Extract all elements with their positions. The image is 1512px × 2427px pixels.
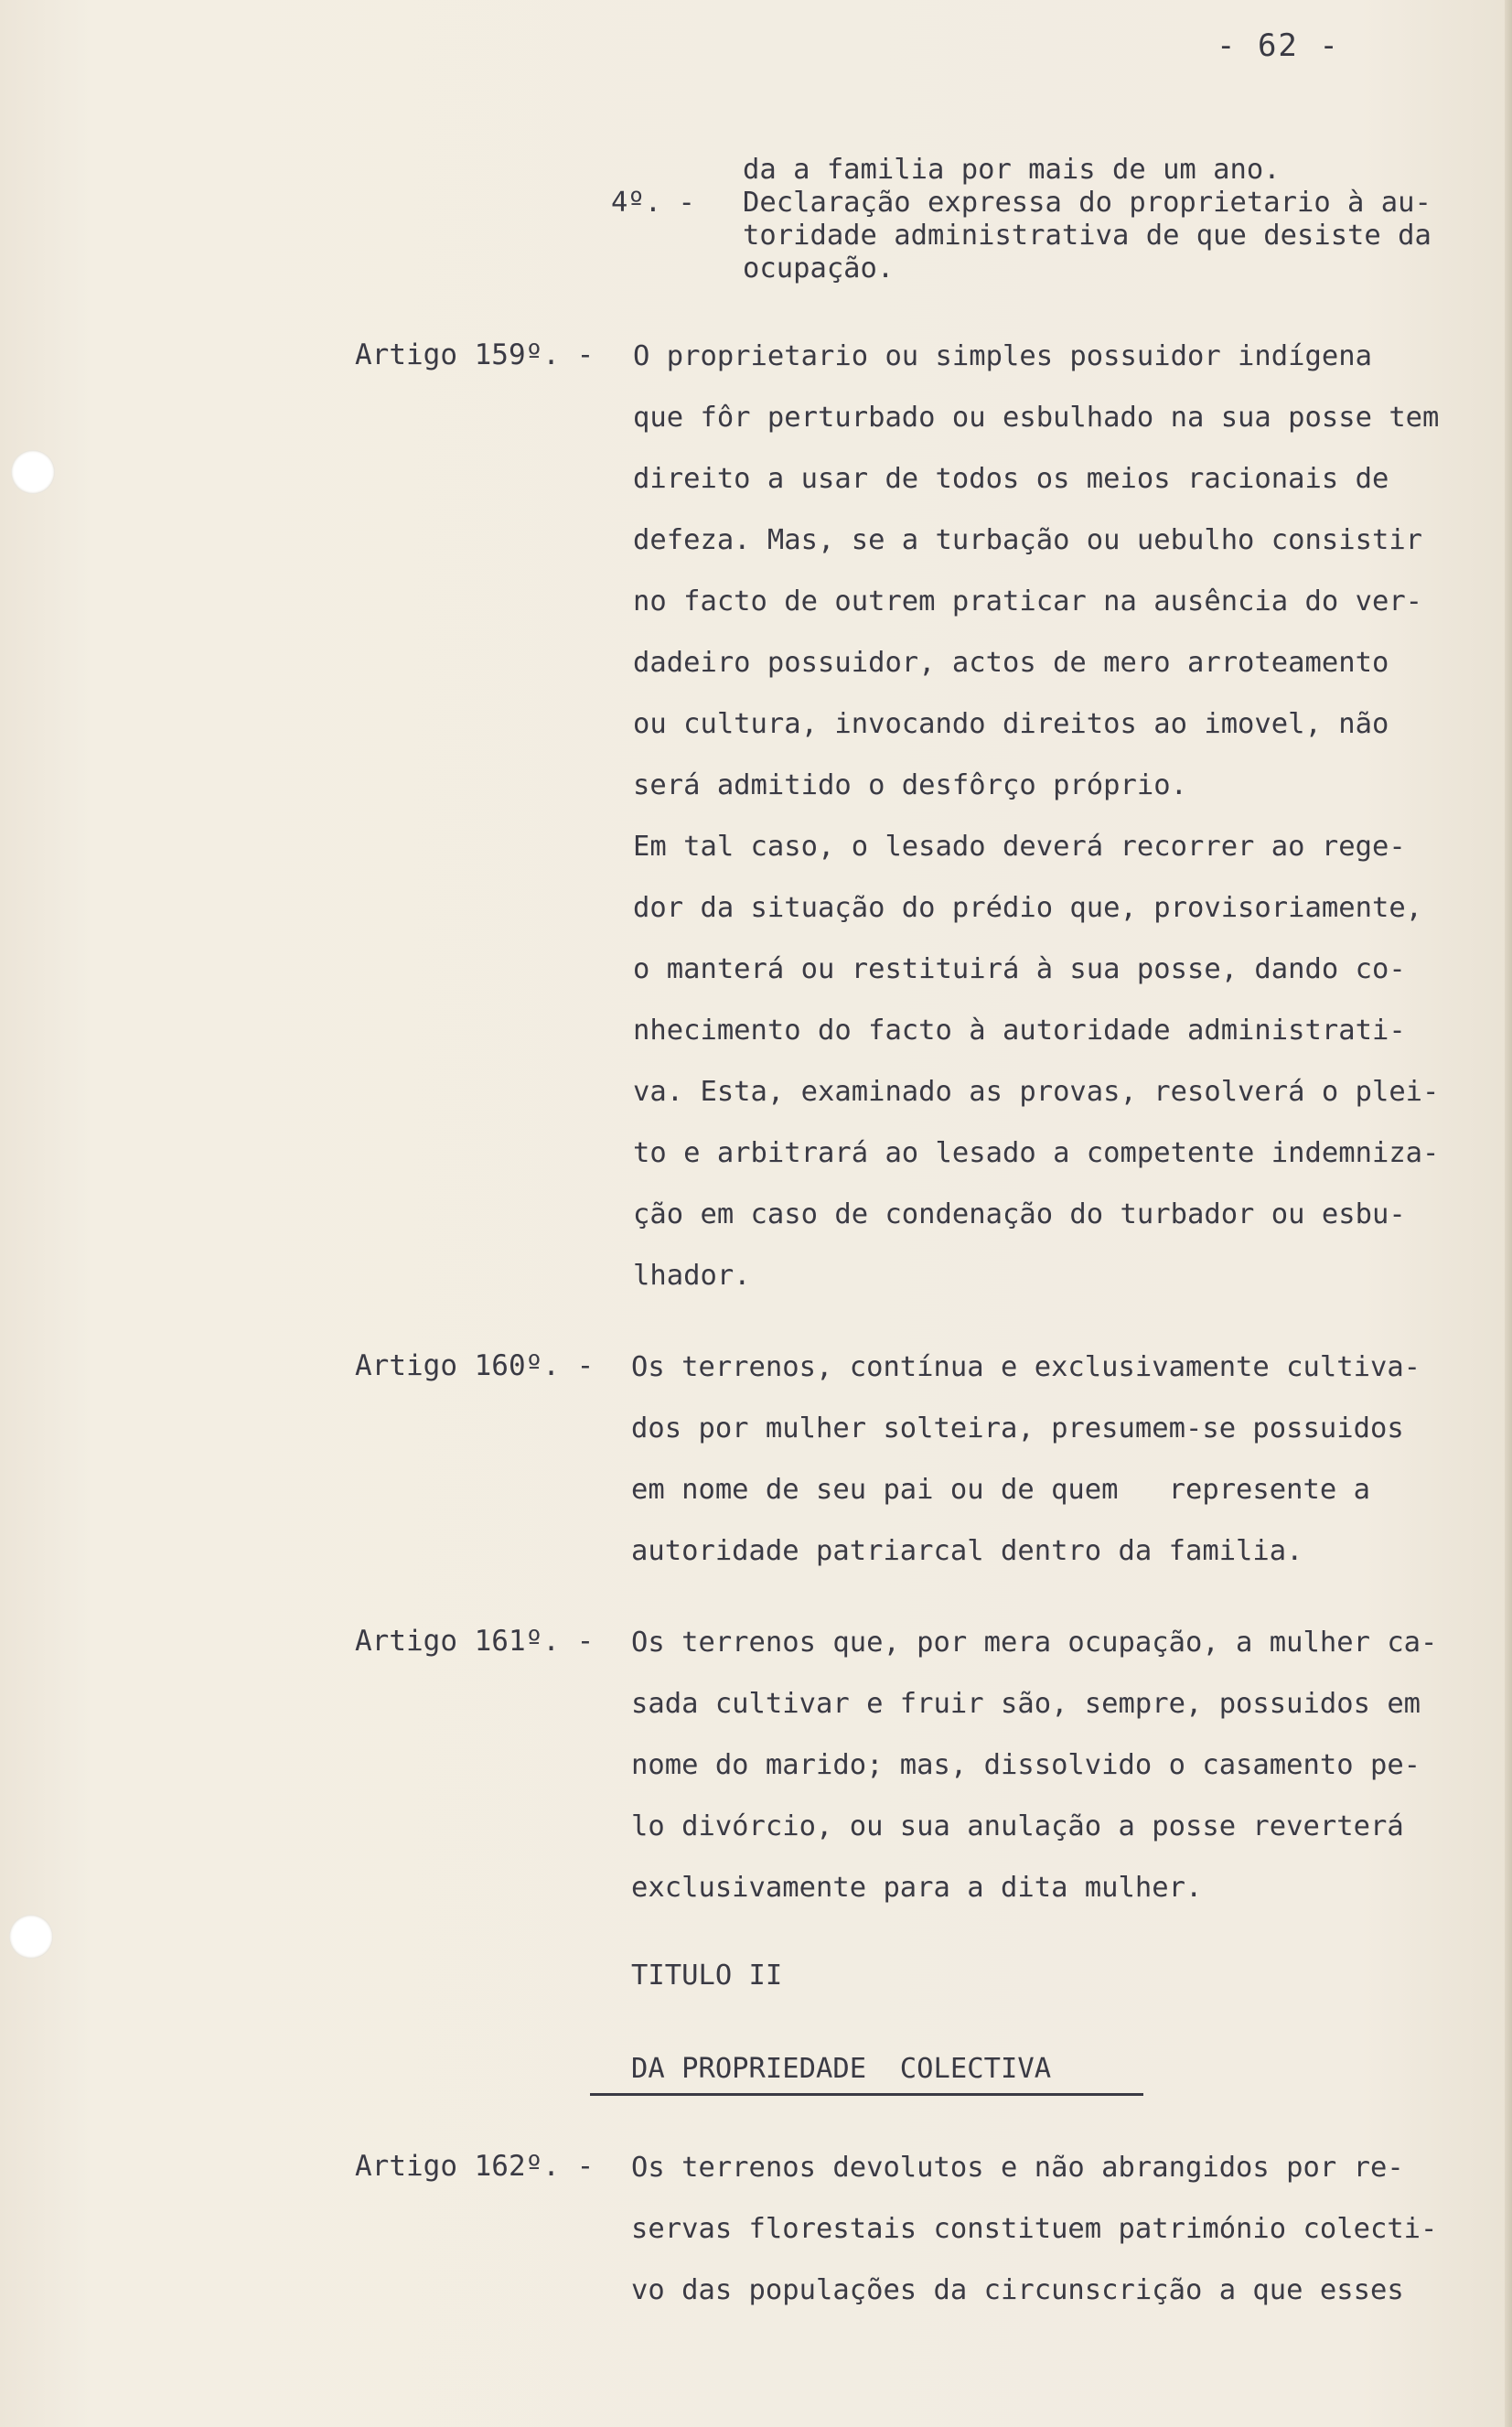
heading-underline — [590, 2093, 1143, 2096]
article-162-line: vo das populações da circunscrição a que esses — [631, 2274, 1404, 2306]
article-159-line: lhador. — [633, 1260, 751, 1292]
binder-hole-top — [11, 450, 55, 494]
page-number: - 62 - — [1217, 27, 1340, 64]
article-161-line: nome do marido; mas, dissolvido o casamento pe- — [631, 1749, 1421, 1781]
article-160-line: Os terrenos, contínua e exclusivamente cultiva- — [631, 1351, 1421, 1383]
article-159-line: defeza. Mas, se a turbação ou uebulho consistir — [633, 524, 1423, 556]
article-161-line: exclusivamente para a dita mulher. — [631, 1872, 1203, 1904]
article-159-line: ção em caso de condenação do turbador ou esbu- — [633, 1198, 1406, 1230]
article-160-line: em nome de seu pai ou de quem represente a — [631, 1474, 1370, 1506]
article-162-line: servas florestais constituem património colecti- — [631, 2213, 1438, 2245]
article-label-160: Artigo 160º. - — [355, 1349, 595, 1382]
item4-line: ocupação. — [743, 252, 895, 285]
page-edge — [1505, 0, 1512, 2427]
section-title: TITULO II — [631, 1960, 783, 1992]
article-159-line: O proprietario ou simples possuidor indígena — [633, 340, 1372, 372]
item4-line: toridade administrativa de que desiste da — [743, 220, 1432, 252]
item4-line: Declaração expressa do proprietario à au- — [743, 187, 1432, 219]
article-161-line: sada cultivar e fruir são, sempre, possuidos em — [631, 1688, 1421, 1720]
article-159-line: dor da situação do prédio que, provisoriamente, — [633, 892, 1423, 924]
article-161-line: Os terrenos que, por mera ocupação, a mulher ca- — [631, 1627, 1438, 1659]
article-159-line: nhecimento do facto à autoridade administrati- — [633, 1015, 1406, 1047]
article-label-162: Artigo 162º. - — [355, 2150, 595, 2183]
article-159-line: ou cultura, invocando direitos ao imovel, não — [633, 708, 1389, 740]
item4-label: 4º. - — [611, 187, 695, 219]
article-label-161: Artigo 161º. - — [355, 1625, 595, 1658]
article-160-line: dos por mulher solteira, presumem-se possuidos — [631, 1412, 1404, 1444]
article-label-159: Artigo 159º. - — [355, 338, 595, 371]
article-159-line: direito a usar de todos os meios racionais de — [633, 463, 1389, 495]
article-159-line: o manterá ou restituirá à sua posse, dando co- — [633, 953, 1406, 985]
article-159-line: que fôr perturbado ou esbulhado na sua posse tem — [633, 402, 1440, 434]
article-159-line: va. Esta, examinado as provas, resolverá o plei- — [633, 1076, 1440, 1108]
article-160-line: autoridade patriarcal dentro da familia. — [631, 1535, 1303, 1567]
item4-continuation: da a familia por mais de um ano. — [743, 154, 1281, 186]
article-159-line: Em tal caso, o lesado deverá recorrer ao rege- — [633, 831, 1406, 863]
article-159-line: será admitido o desfôrço próprio. — [633, 769, 1187, 801]
section-subtitle: DA PROPRIEDADE COLECTIVA — [631, 2053, 1052, 2085]
article-159-line: to e arbitrará ao lesado a competente indemniza- — [633, 1137, 1440, 1169]
article-161-line: lo divórcio, ou sua anulação a posse reverterá — [631, 1810, 1404, 1842]
article-159-line: dadeiro possuidor, actos de mero arroteamento — [633, 647, 1389, 679]
binder-hole-bottom — [9, 1915, 53, 1959]
article-159-line: no facto de outrem praticar na ausência do ver- — [633, 585, 1423, 617]
article-162-line: Os terrenos devolutos e não abrangidos por re- — [631, 2152, 1404, 2184]
